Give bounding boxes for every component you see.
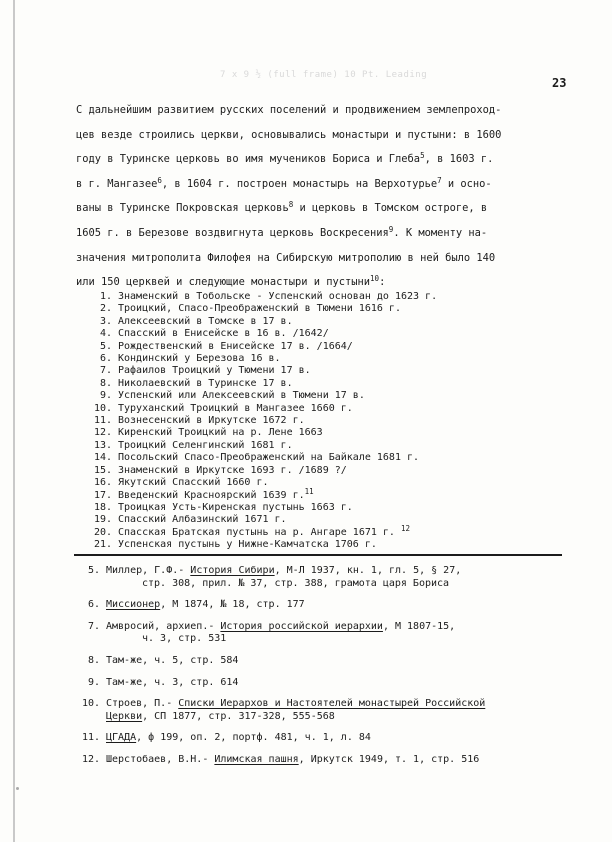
- list-item-number: 21.: [93, 539, 112, 551]
- list-item-number: 19.: [93, 514, 112, 526]
- list-item-text: Троицкая Усть-Киренская пустынь 1663 г.: [118, 501, 353, 513]
- list-item-text: Успенский или Алексеевский в Тюмени 17 в.: [118, 390, 365, 402]
- footnote: [70, 599, 590, 612]
- list-item: [86, 440, 566, 452]
- list-item: [86, 523, 566, 539]
- list-item: [86, 477, 566, 489]
- footnote-text: [106, 621, 576, 646]
- footnote: [70, 698, 590, 723]
- paragraph-line: С дальнейшим развитием русских поселений и продвижением землепроход-: [76, 104, 502, 116]
- footnote: [70, 754, 590, 767]
- list-item-number: 12.: [93, 427, 112, 439]
- footnote: [70, 621, 590, 646]
- footnote-number: 9.: [87, 676, 100, 688]
- scan-speck: [16, 787, 19, 790]
- monastery-list: [86, 291, 566, 552]
- list-item-number: 1.: [99, 291, 112, 302]
- footnote-number: 10.: [81, 698, 100, 710]
- citation-text: Строев, П.-: [106, 698, 179, 710]
- list-item-text: Троицкий Селенгинский 1681 г.: [118, 439, 293, 451]
- list-item: [86, 365, 566, 377]
- citation-text: Миллер, Г.Ф.-: [106, 565, 191, 576]
- list-item-text: Рафаилов Троицкий у Тюмени 17 в.: [118, 365, 311, 377]
- list-item: [86, 341, 566, 353]
- footnote-number: 5.: [87, 565, 100, 576]
- cited-title: ЦГАДА: [106, 732, 137, 744]
- paragraph-line: в г. Мангазее$^6$, в 1604 г. построен монастырь на Верхотурье$^7$ и осно-: [76, 175, 492, 190]
- footnote-separator: [74, 554, 562, 556]
- list-item-number: 7.: [99, 365, 112, 377]
- page-edge-shadow: [13, 0, 15, 842]
- list-item-number: 20.: [93, 526, 112, 538]
- footnote: [70, 732, 590, 745]
- list-item: [86, 303, 566, 315]
- footnote-line: [106, 754, 576, 767]
- list-item: [86, 465, 566, 477]
- list-item-number: 6.: [99, 353, 112, 365]
- list-item-number: 4.: [99, 328, 112, 340]
- footnote-ref: 7: [437, 175, 442, 185]
- footnote-line: [106, 621, 576, 634]
- footnote-number: 6.: [87, 599, 100, 611]
- list-item: [86, 353, 566, 365]
- list-item: [86, 291, 566, 303]
- list-item: [86, 427, 566, 439]
- list-item-text: Знаменский в Иркутске 1693 г. /1689 ?/: [118, 464, 347, 476]
- footnote-number: 7.: [87, 620, 100, 632]
- citation-text: , М 1807-15,: [382, 620, 456, 632]
- footnote-ref: 8: [288, 200, 294, 210]
- list-item-text: Спасский Албазинский 1671 г.: [118, 514, 287, 526]
- list-item-text: Спасский в Енисейске в 16 в. /1642/: [118, 328, 329, 340]
- body-paragraph: [76, 98, 576, 295]
- list-item-text: Введенский Красноярский 1639 г.: [118, 489, 305, 501]
- footnote-line: [106, 711, 576, 724]
- paragraph-line: ваны в Туринске Покровская церковь$^8$ и церковь в Томском остроге, в: [76, 200, 488, 215]
- list-item-number: 10.: [93, 402, 112, 414]
- citation-text: Амвросий, архиеп.-: [106, 620, 221, 632]
- page-number: 23: [552, 76, 567, 90]
- list-item-text: Алексеевский в Томске в 17 в.: [118, 315, 293, 327]
- footnotes-section: [70, 565, 590, 776]
- citation-text: стр. 308, прил. № 37, стр. 388, грамота царя Бориса: [142, 577, 450, 589]
- list-item-text: Успенская пустынь у Нижне-Камчатска 1706 г.: [118, 539, 377, 551]
- list-item-text: Туруханский Троицкий в Мангазее 1660 г.: [118, 402, 353, 414]
- list-item: [86, 452, 566, 464]
- list-item-number: 18.: [93, 501, 112, 513]
- footnote-line: [106, 698, 576, 711]
- list-item-number: 13.: [93, 439, 112, 451]
- list-item-text: Киренский Троицкий на р. Лене 1663: [118, 427, 323, 439]
- footnote-line: [106, 565, 576, 578]
- list-item-number: 9.: [99, 390, 112, 402]
- list-item-number: 2.: [99, 303, 112, 315]
- footnote-ref: 10: [370, 274, 380, 284]
- list-item-number: 17.: [93, 489, 112, 501]
- list-item: [86, 316, 566, 328]
- citation-text: , ф 199, оп. 2, портф. 481, ч. 1, л. 84: [136, 732, 371, 744]
- paragraph-line: 1605 г. в Березове воздвигнута церковь Воскресения$^9$. К моменту на-: [76, 224, 488, 239]
- cited-title: Списки Иерархов и Настоятелей монастырей Российской: [178, 698, 486, 710]
- footnote-text: [106, 732, 576, 745]
- list-item-text: Рождественский в Енисейске 17 в. /1664/: [118, 340, 353, 352]
- footnote: [70, 565, 590, 590]
- citation-text: Там-же, ч. 3, стр. 614: [106, 676, 239, 688]
- list-item-number: 16.: [93, 477, 112, 489]
- paragraph-line: цев везде строились церкви, основывались монастыри и пустыни: в 1600: [76, 128, 502, 141]
- list-item-number: 11.: [93, 415, 112, 427]
- footnote-ref: 6: [157, 175, 162, 185]
- list-item-text: Вознесенский в Иркутске 1672 г.: [118, 415, 305, 427]
- footnote-text: [106, 565, 576, 590]
- list-item: [86, 328, 566, 340]
- citation-text: Шерстобаев, В.Н.-: [106, 753, 215, 765]
- faint-bleed-through-text: 7 x 9 ½ (full frame) 10 Pt. Leading: [220, 70, 428, 80]
- footnote-text: [106, 599, 576, 612]
- paragraph-line: году в Туринске церковь во имя мучеников Бориса и Глеба$^5$, в 1603 г.: [76, 151, 494, 166]
- list-item-text: Троицкий, Спасо-Преображенский в Тюмени 1616 г.: [118, 303, 401, 315]
- list-item-number: 14.: [93, 452, 112, 464]
- list-item: [86, 539, 566, 551]
- footnote-number: 11.: [81, 732, 100, 744]
- citation-text: Там-же, ч. 5, стр. 584: [106, 654, 239, 666]
- footnote: [70, 655, 590, 668]
- footnote-ref: 9: [388, 224, 394, 234]
- list-item-text: Спасская Братская пустынь на р. Ангаре 1671 г.: [118, 526, 395, 538]
- list-item: [86, 514, 566, 526]
- footnote-ref: 11: [304, 486, 314, 496]
- citation-text: ч. 3, стр. 531: [142, 633, 227, 645]
- footnote-ref: 12: [400, 523, 410, 533]
- footnote-text: [106, 677, 576, 690]
- list-item: [86, 415, 566, 427]
- footnote-line: [106, 633, 576, 646]
- list-item: [86, 502, 566, 514]
- list-item-text: Знаменский в Тобольске - Успенский основан до 1623 г.: [118, 291, 438, 302]
- footnote-line: [106, 732, 576, 745]
- citation-text: , Иркутск 1949, т. 1, стр. 516: [298, 753, 480, 765]
- paragraph-line: значения митрополита Филофея на Сибирскую митрополию в ней было 140: [76, 251, 496, 264]
- footnote-line: [106, 599, 576, 612]
- list-item-text: Якутский Спасский 1660 г.: [118, 477, 269, 489]
- footnote-line: [106, 655, 576, 668]
- citation-text: , М-Л 1937, кн. 1, гл. 5, § 27,: [274, 565, 462, 576]
- footnote: [70, 677, 590, 690]
- footnote-line: [106, 578, 576, 591]
- cited-title: История Сибири: [190, 565, 275, 576]
- list-item: [86, 390, 566, 402]
- list-item-number: 5.: [99, 340, 112, 352]
- footnote-text: [106, 754, 576, 767]
- footnote-ref: 5: [420, 151, 425, 161]
- list-item-text: Посольский Спасо-Преображенский на Байкале 1681 г.: [118, 452, 420, 464]
- footnote-text: [106, 655, 576, 668]
- list-item: [86, 403, 566, 415]
- list-item-number: 3.: [99, 315, 112, 327]
- cited-title: Церкви: [106, 710, 143, 722]
- citation-text: , М 1874, № 18, стр. 177: [160, 599, 305, 611]
- citation-text: , СП 1877, стр. 317-328, 555-568: [142, 710, 335, 722]
- list-item: [86, 378, 566, 390]
- footnote-text: [106, 698, 576, 723]
- list-item-number: 15.: [93, 464, 112, 476]
- list-item-number: 8.: [99, 377, 112, 389]
- footnote-number: 8.: [87, 654, 100, 666]
- cited-title: Илимская пашня: [214, 753, 299, 765]
- footnote-number: 12.: [81, 753, 100, 765]
- list-item-text: Николаевский в Туринске 17 в.: [118, 377, 293, 389]
- footnote-line: [106, 677, 576, 690]
- list-item: [86, 486, 566, 502]
- list-item-text: Кондинский у Березова 16 в.: [118, 353, 281, 365]
- paragraph-line: или 150 церквей и следующие монастыри и пустыни$^{10}$:: [76, 274, 386, 289]
- cited-title: История российской иерархии: [220, 620, 383, 632]
- cited-title: Миссионер: [106, 599, 161, 611]
